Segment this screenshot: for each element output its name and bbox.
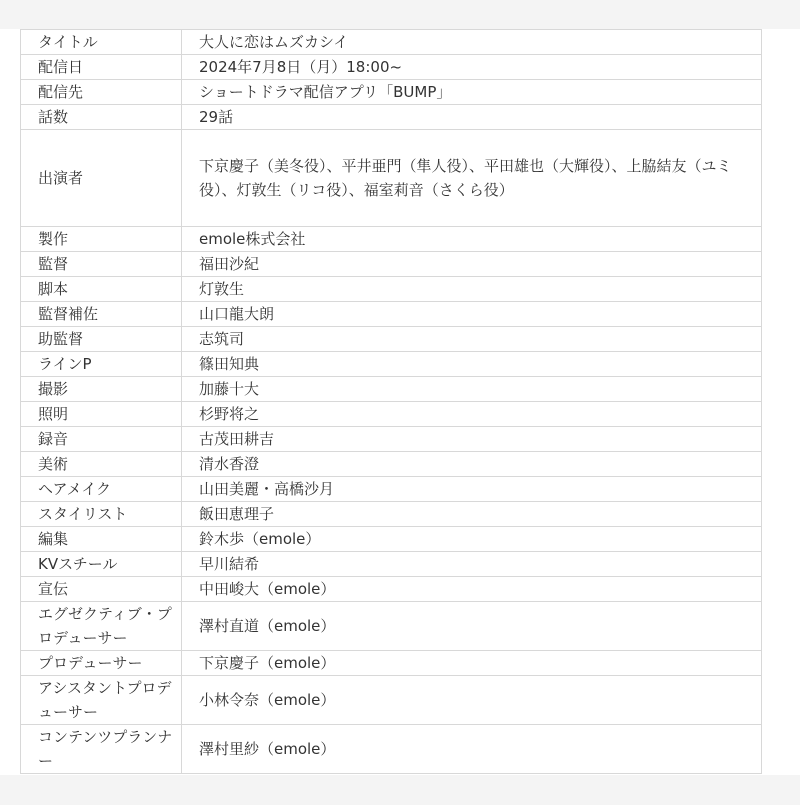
row-label: 編集 bbox=[21, 527, 182, 552]
row-value: 篠田知典 bbox=[182, 352, 762, 377]
row-value: 杉野将之 bbox=[182, 402, 762, 427]
row-value: 山口龍大朗 bbox=[182, 302, 762, 327]
row-label: コンテンツプランナー bbox=[21, 725, 182, 774]
table-row bbox=[21, 725, 762, 774]
row-label: 製作 bbox=[21, 227, 182, 252]
row-value: ショートドラマ配信アプリ「BUMP」 bbox=[182, 80, 762, 105]
table-row bbox=[21, 676, 762, 725]
table-row bbox=[21, 502, 762, 527]
table-row bbox=[21, 552, 762, 577]
row-value: 下京慶子（美冬役）、平井亜門（隼人役）、平田雄也（大輝役）、上脇結友（ユミ役）、灯敦生（リコ役）、福室莉音（さくら役） bbox=[182, 130, 762, 227]
row-value: 大人に恋はムズカシイ bbox=[182, 30, 762, 55]
table-row bbox=[21, 227, 762, 252]
row-label: 撮影 bbox=[21, 377, 182, 402]
table-row bbox=[21, 577, 762, 602]
row-label: 宣伝 bbox=[21, 577, 182, 602]
row-label: タイトル bbox=[21, 30, 182, 55]
row-value: 福田沙紀 bbox=[182, 252, 762, 277]
row-value: 加藤十大 bbox=[182, 377, 762, 402]
row-value: 29話 bbox=[182, 105, 762, 130]
table-row bbox=[21, 277, 762, 302]
table-row bbox=[21, 130, 762, 227]
row-value: 中田峻大（emole） bbox=[182, 577, 762, 602]
credits-table bbox=[20, 29, 762, 774]
row-value: 清水香澄 bbox=[182, 452, 762, 477]
row-label: 監督 bbox=[21, 252, 182, 277]
row-value: 志筑司 bbox=[182, 327, 762, 352]
row-label: 録音 bbox=[21, 427, 182, 452]
row-value: 古茂田耕吉 bbox=[182, 427, 762, 452]
row-label: 配信日 bbox=[21, 55, 182, 80]
row-value: 小林令奈（emole） bbox=[182, 676, 762, 725]
row-label: エグゼクティブ・プロデューサー bbox=[21, 602, 182, 651]
row-label: ヘアメイク bbox=[21, 477, 182, 502]
row-label: 助監督 bbox=[21, 327, 182, 352]
table-row bbox=[21, 105, 762, 130]
table-row bbox=[21, 352, 762, 377]
row-label: プロデューサー bbox=[21, 651, 182, 676]
row-value: emole株式会社 bbox=[182, 227, 762, 252]
table-row bbox=[21, 477, 762, 502]
table-row bbox=[21, 452, 762, 477]
row-value: 下京慶子（emole） bbox=[182, 651, 762, 676]
table-row bbox=[21, 427, 762, 452]
table-row bbox=[21, 80, 762, 105]
row-label: 監督補佐 bbox=[21, 302, 182, 327]
table-row bbox=[21, 30, 762, 55]
table-row bbox=[21, 302, 762, 327]
row-value: 山田美麗・高橋沙月 bbox=[182, 477, 762, 502]
table-row bbox=[21, 402, 762, 427]
row-label: 配信先 bbox=[21, 80, 182, 105]
row-value: 鈴木歩（emole） bbox=[182, 527, 762, 552]
row-value: 澤村直道（emole） bbox=[182, 602, 762, 651]
row-label: 美術 bbox=[21, 452, 182, 477]
table-row bbox=[21, 602, 762, 651]
row-value: 灯敦生 bbox=[182, 277, 762, 302]
row-label: 出演者 bbox=[21, 130, 182, 227]
table-row bbox=[21, 527, 762, 552]
row-label: ラインP bbox=[21, 352, 182, 377]
table-row bbox=[21, 377, 762, 402]
row-label: KVスチール bbox=[21, 552, 182, 577]
row-label: 照明 bbox=[21, 402, 182, 427]
row-label: 話数 bbox=[21, 105, 182, 130]
row-value: 飯田恵理子 bbox=[182, 502, 762, 527]
row-value: 早川結希 bbox=[182, 552, 762, 577]
row-label: アシスタントプロデューサー bbox=[21, 676, 182, 725]
table-row bbox=[21, 651, 762, 676]
table-row bbox=[21, 55, 762, 80]
table-row bbox=[21, 252, 762, 277]
row-label: スタイリスト bbox=[21, 502, 182, 527]
row-label: 脚本 bbox=[21, 277, 182, 302]
row-value: 2024年7月8日（月）18:00~ bbox=[182, 55, 762, 80]
table-row bbox=[21, 327, 762, 352]
row-value: 澤村里紗（emole） bbox=[182, 725, 762, 774]
